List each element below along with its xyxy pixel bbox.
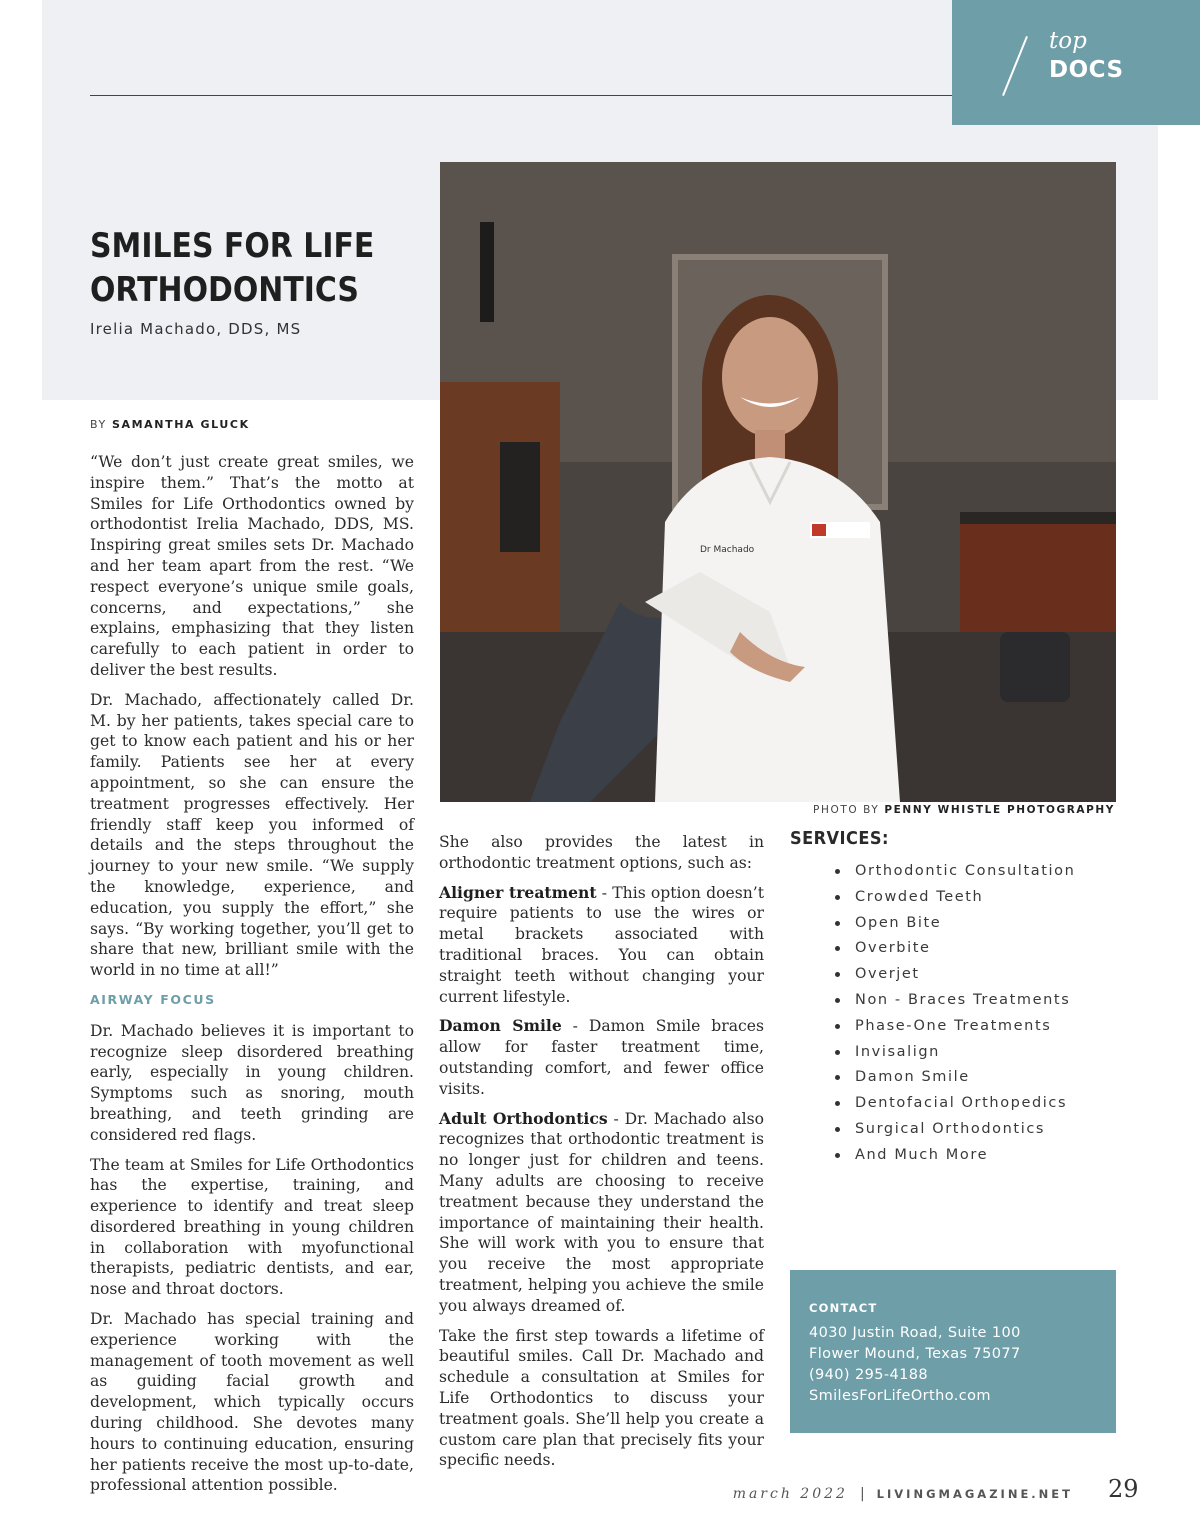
- service-item: Invisalign: [835, 1041, 1075, 1067]
- service-item: Open Bite: [835, 912, 1075, 938]
- aligner-text: - This option doesn’t require patients to use the wires or metal brackets associated with traditional braces. You can obtain straight teeth without changing your current lifestyle.: [439, 883, 764, 1006]
- title-line-1: SMILES FOR LIFE: [90, 226, 375, 266]
- services-title: SERVICES:: [790, 828, 889, 849]
- paragraph-special-training: Dr. Machado has special training and experience working with the management of tooth movement as well as guiding facial growth and development, which typically occurs during childhood. She devotes many hours to continuing education, ensuring her patients receive the most up-to-date, professional attention possible.: [90, 1310, 414, 1495]
- service-item: And Much More: [835, 1144, 1075, 1170]
- paragraph-closing: Take the first step towards a lifetime of beautiful smiles. Call Dr. Machado and schedule a consultation at Smiles for Life Orthodontics to discuss your treatment goals. She’ll help you create a custom care plan that precisely fits your specific needs.: [439, 1326, 764, 1470]
- service-item: Damon Smile: [835, 1066, 1075, 1092]
- service-item: Dentofacial Orthopedics: [835, 1092, 1075, 1118]
- paragraph-aligner: [439, 883, 764, 1008]
- contact-label: CONTACT: [809, 1301, 878, 1315]
- paragraph-sleep-breathing: Dr. Machado believes it is important to recognize sleep disordered breathing early, especially in young children. Symptoms such as snoring, mouth breathing, and teeth grinding are considered red flags.: [90, 1021, 414, 1144]
- paragraph-dr-m: Dr. Machado, affectionately called Dr. M. by her patients, takes special care to get to know each patient and his or her family. Patients see her at every appointment, so she can ensure the treatment progresses effectively. Her friendly staff keep you informed of details and the steps throughout the journey to your new smile. “We supply the knowledge, experience, and education, you supply the effort,” she says. “By working together, you’ll get to share that new, brilliant smile with the world in no time at all!”: [90, 690, 414, 980]
- service-item: Orthodontic Consultation: [835, 860, 1075, 886]
- paragraph-adult: [439, 1109, 764, 1317]
- adult-text: - Dr. Machado also recognizes that orthodontic treatment is no longer just for children and teens. Many adults are choosing to receive treatment because they understand the importance of maintaining their health. She will work with you to ensure that you receive the most appropriate treatment, helping you achieve the smile you always dreamed of.: [439, 1109, 764, 1315]
- byline-prefix: BY: [90, 418, 107, 431]
- damon-text: - Damon Smile braces allow for faster treatment time, outstanding comfort, and fewer office visits.: [439, 1017, 764, 1098]
- service-item: Surgical Orthodontics: [835, 1118, 1075, 1144]
- damon-heading: Damon Smile: [439, 1016, 562, 1036]
- contact-phone[interactable]: (940) 295-4188: [809, 1367, 929, 1383]
- title-line-2: ORTHODONTICS: [90, 270, 359, 310]
- photo-credit-name: PENNY WHISTLE PHOTOGRAPHY: [884, 804, 1115, 816]
- subhead-airway-focus: AIRWAY FOCUS: [90, 991, 216, 1007]
- doctor-photo-illustration: [440, 162, 1116, 802]
- service-item: Phase-One Treatments: [835, 1015, 1075, 1041]
- aligner-heading: Aligner treatment: [439, 882, 597, 902]
- contact-address-line-1: 4030 Justin Road, Suite 100: [809, 1325, 1021, 1341]
- contact-box: [790, 1270, 1116, 1433]
- paragraph-damon: [439, 1016, 764, 1099]
- footer-issue-date: march 2022: [732, 1486, 848, 1502]
- article-column-1: [90, 452, 414, 1505]
- article-subtitle: Irelia Machado, DDS, MS: [90, 320, 302, 338]
- service-item: Non - Braces Treatments: [835, 989, 1075, 1015]
- article-column-2: [439, 832, 764, 1480]
- services-list: [835, 860, 1075, 1170]
- footer-separator: |: [859, 1486, 865, 1502]
- contact-address-line-2: Flower Mound, Texas 75077: [809, 1346, 1021, 1362]
- tab-top-label: top: [1049, 28, 1087, 54]
- service-item: Overjet: [835, 963, 1075, 989]
- paragraph-treatment-intro: She also provides the latest in orthodontic treatment options, such as:: [439, 833, 764, 872]
- tab-slash: [1002, 36, 1028, 96]
- header-rule: [90, 95, 952, 96]
- photo-credit-prefix: PHOTO BY: [813, 804, 880, 816]
- page-footer: [733, 1486, 1073, 1502]
- doctor-photo: [440, 162, 1116, 802]
- byline-author: SAMANTHA GLUCK: [111, 418, 250, 431]
- footer-site-link[interactable]: LIVINGMAGAZINE.NET: [876, 1487, 1073, 1501]
- service-item: Overbite: [835, 937, 1075, 963]
- paragraph-team-expertise: The team at Smiles for Life Orthodontics has the expertise, training, and experience to identify and treat sleep disordered breathing in young children in collaboration with myofunctional therapists, pediatric dentists, and ear, nose and throat doctors.: [90, 1155, 414, 1299]
- article-title: [90, 224, 389, 312]
- tab-docs-label: DOCS: [1049, 57, 1124, 83]
- contact-website-link[interactable]: SmilesForLifeOrtho.com: [809, 1388, 991, 1404]
- paragraph-intro: “We don’t just create great smiles, we inspire them.” That’s the motto at Smiles for Life Orthodontics owned by orthodontist Irelia Machado, DDS, MS. Inspiring great smiles sets Dr. Machado and her team apart from the rest. “We respect everyone’s unique smile goals, concerns, and expectations,” she explains, emphasizing that they listen carefully to each patient in order to deliver the best results.: [90, 453, 414, 679]
- byline: [90, 418, 250, 431]
- service-item: Crowded Teeth: [835, 886, 1075, 912]
- svg-text:Dr Machado: Dr Machado: [700, 545, 755, 555]
- section-tab: [952, 0, 1200, 125]
- page-number: 29: [1108, 1475, 1139, 1503]
- adult-heading: Adult Orthodontics: [439, 1108, 608, 1128]
- photo-credit: [760, 804, 1115, 816]
